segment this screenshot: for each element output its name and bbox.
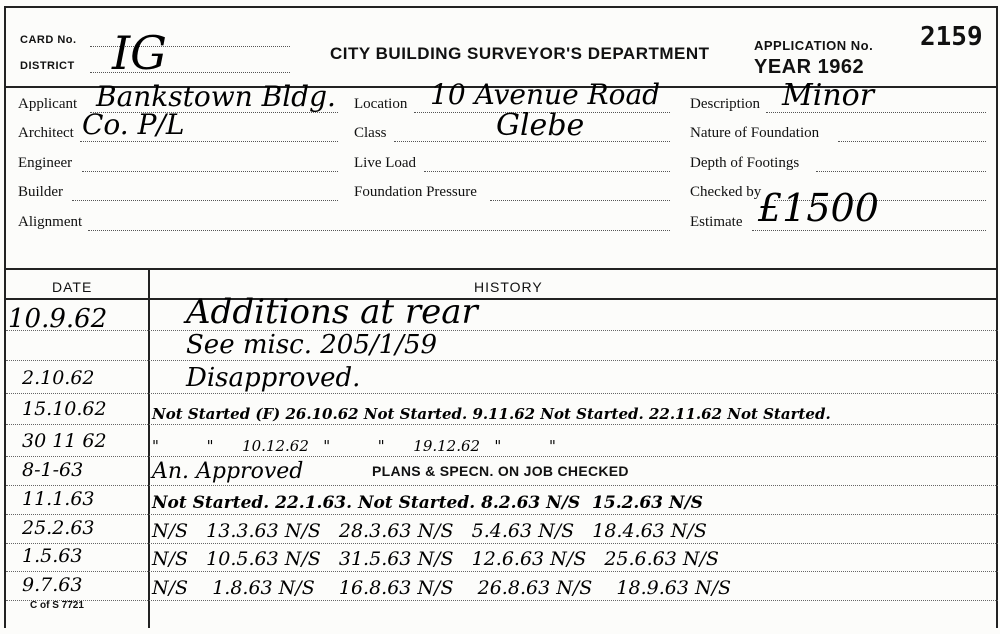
history-row-date: 10.9.62 — [8, 304, 108, 334]
location-label: Location — [354, 96, 408, 112]
application-number: 2159 — [920, 22, 983, 52]
architect-label: Architect — [18, 125, 74, 141]
architect-dots — [80, 141, 338, 142]
history-row-date: 2.10.62 — [22, 367, 95, 389]
history-row-date: 25.2.63 — [22, 517, 95, 539]
checked-by-label: Checked by — [690, 184, 762, 200]
foundation-pressure-dots — [490, 200, 670, 201]
applicant-value: Bankstown Bldg. — [96, 80, 336, 113]
history-row-line — [6, 360, 998, 361]
foundation-pressure-label: Foundation Pressure — [354, 184, 477, 200]
history-row-line — [6, 330, 998, 331]
district-value: IG — [112, 26, 167, 80]
table-top-rule — [4, 268, 996, 270]
alignment-dots — [88, 230, 670, 231]
history-row-line — [6, 456, 998, 457]
history-row-text: N/S 13.3.63 N/S 28.3.63 N/S 5.4.63 N/S 18.4.63 N/S — [152, 520, 707, 542]
history-row-text: Not Started (F) 26.10.62 Not Started. 9.11.62 Not Started. 22.11.62 Not Started. — [152, 405, 831, 423]
history-row-date: 8-1-63 — [22, 459, 84, 481]
top-border — [4, 6, 996, 8]
left-border — [4, 6, 6, 628]
year-label: YEAR 1962 — [754, 56, 865, 78]
estimate-label: Estimate — [690, 214, 743, 230]
live-load-label: Live Load — [354, 155, 417, 171]
history-row-text: Additions at rear — [186, 292, 478, 332]
history-row-text: N/S 1.8.63 N/S 16.8.63 N/S 26.8.63 N/S 18.9.63 N/S — [152, 577, 731, 599]
history-row-line — [6, 571, 998, 572]
location-value: 10 Avenue Road — [430, 78, 661, 111]
application-label: APPLICATION No. — [754, 38, 874, 53]
history-header: HISTORY — [474, 279, 543, 295]
history-row-line — [6, 514, 998, 515]
form-number: C of S 7721 — [30, 600, 84, 611]
class-label: Class — [354, 125, 387, 141]
depth-of-footings-dots — [816, 171, 986, 172]
live-load-dots — [424, 171, 670, 172]
history-row-date: 1.5.63 — [22, 545, 83, 567]
history-row-text: Not Started. 22.1.63. Not Started. 8.2.63 N/S 15.2.63 N/S — [152, 493, 703, 513]
history-row-text: N/S 10.5.63 N/S 31.5.63 N/S 12.6.63 N/S 25.6.63 N/S — [152, 548, 719, 570]
nature-of-foundation-dots — [838, 141, 986, 142]
history-row-text: An. Approved — [152, 459, 304, 484]
builder-label: Builder — [18, 184, 63, 200]
history-row-text: See misc. 205/1/59 — [186, 330, 438, 360]
history-row-line — [6, 424, 998, 425]
engineer-dots — [82, 171, 338, 172]
history-row-date: 15.10.62 — [22, 398, 107, 420]
history-row-date: 11.1.63 — [22, 488, 95, 510]
description-label: Description — [690, 96, 760, 112]
history-row-line — [6, 393, 998, 394]
nature-of-foundation-label: Nature of Foundation — [690, 125, 820, 141]
class-value: Glebe — [496, 108, 585, 143]
date-column-divider — [148, 270, 150, 628]
history-row-line — [6, 485, 998, 486]
description-value: Minor — [782, 78, 875, 113]
history-row-line — [6, 600, 998, 601]
history-row-text: " " 10.12.62 " " 19.12.62 " " — [152, 437, 556, 455]
estimate-dots — [752, 230, 986, 231]
architect-value: Co. P/L — [82, 108, 185, 141]
history-row-text: Disapproved. — [186, 363, 361, 393]
history-row-printed-stamp: PLANS & SPECN. ON JOB CHECKED — [372, 463, 629, 479]
depth-of-footings-label: Depth of Footings — [690, 155, 800, 171]
card-no-label: CARD No. — [20, 34, 77, 46]
engineer-label: Engineer — [18, 155, 73, 171]
builder-dots — [72, 200, 338, 201]
alignment-label: Alignment — [18, 214, 83, 230]
history-row-date: 30 11 62 — [22, 430, 107, 452]
district-label: DISTRICT — [20, 60, 75, 72]
right-border — [996, 6, 998, 628]
department-title: CITY BUILDING SURVEYOR'S DEPARTMENT — [330, 44, 710, 63]
history-row-line — [6, 543, 998, 544]
date-header: DATE — [52, 279, 93, 295]
estimate-value: £1500 — [758, 186, 879, 230]
history-row-date: 9.7.63 — [22, 574, 83, 596]
applicant-label: Applicant — [18, 96, 78, 112]
table-header-rule — [4, 298, 996, 300]
